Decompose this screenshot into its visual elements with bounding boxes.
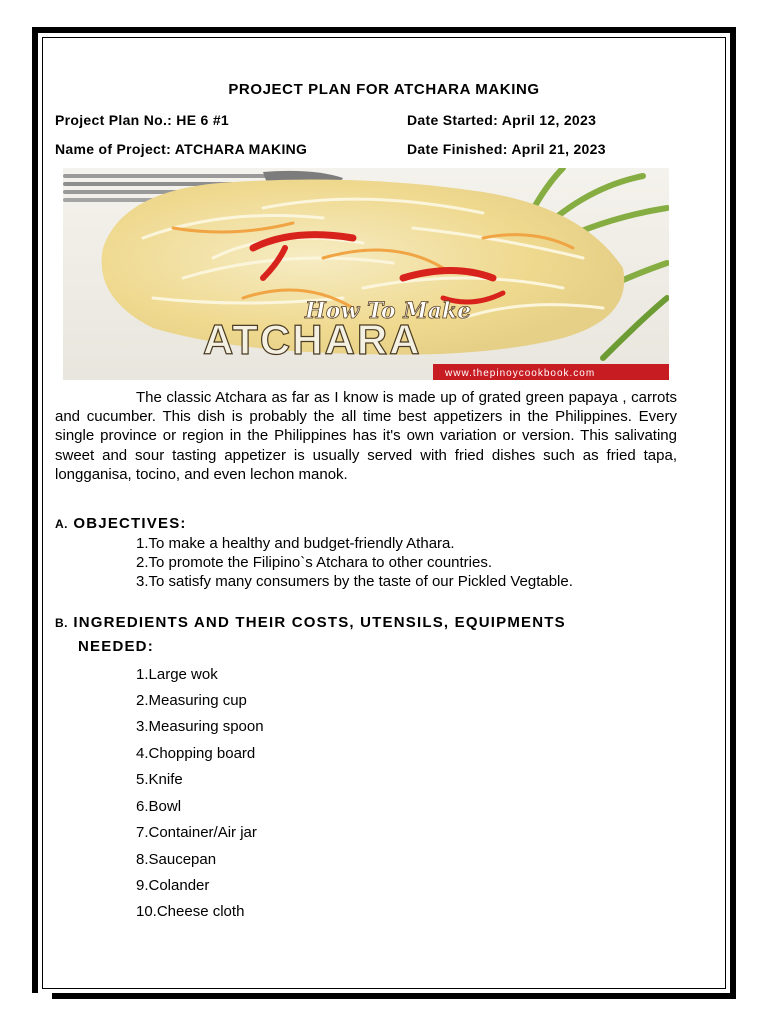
date-finished: Date Finished: April 21, 2023 <box>407 141 606 157</box>
date-started: Date Started: April 12, 2023 <box>407 112 597 128</box>
section-b-title-line2: NEEDED: <box>78 638 154 655</box>
section-a-letter: A. <box>55 517 68 531</box>
section-b-heading <box>55 614 566 631</box>
border-right <box>730 33 736 999</box>
objective-item: 2.To promote the Filipino`s Atchara to other countries. <box>136 554 493 571</box>
document-title: PROJECT PLAN FOR ATCHARA MAKING <box>228 81 540 98</box>
list-item: 5.Knife <box>136 771 183 788</box>
project-plan-no: Project Plan No.: HE 6 #1 <box>55 112 229 128</box>
list-item: 4.Chopping board <box>136 745 256 762</box>
list-item: 7.Container/Air jar <box>136 824 257 841</box>
list-item: 8.Saucepan <box>136 851 217 868</box>
list-item: 3.Measuring spoon <box>136 718 264 735</box>
section-b-title-line1: INGREDIENTS AND THEIR COSTS, UTENSILS, EQUIPMENTS <box>73 614 566 631</box>
border-left <box>32 27 38 993</box>
list-item: 2.Measuring cup <box>136 692 247 709</box>
list-item: 1.Large wok <box>136 666 218 683</box>
intro-text: The classic Atchara as far as I know is made up of grated green papaya , carrots and cucumber. This dish is probably the all time best appetizers in the Philippines. Every single province or region in the Philippines has it's own variation or version. This salivating sweet and sour tasting appetizer is usually served with fried dishes such as fried tapa, longganisa, tocino, and even lechon manok. <box>55 389 677 483</box>
list-item: 6.Bowl <box>136 798 182 815</box>
border-top <box>32 27 736 33</box>
atchara-photo-illustration <box>63 168 669 380</box>
section-a-title: OBJECTIVES: <box>73 515 187 532</box>
project-name: Name of Project: ATCHARA MAKING <box>55 141 308 157</box>
objective-item: 3.To satisfy many consumers by the taste of our Pickled Vegtable. <box>136 573 573 590</box>
photo-caption-main: ATCHARA <box>203 316 422 363</box>
photo-watermark: www.thepinoycookbook.com <box>445 368 596 379</box>
list-item: 9.Colander <box>136 877 210 894</box>
section-b-letter: B. <box>55 616 68 630</box>
section-a-heading <box>55 515 187 532</box>
border-bottom <box>52 993 736 999</box>
atchara-photo <box>63 168 669 380</box>
list-item: 10.Cheese cloth <box>136 903 245 920</box>
intro-paragraph <box>55 388 677 484</box>
photo-caption-script: How To Make <box>305 298 472 324</box>
objective-item: 1.To make a healthy and budget-friendly Athara. <box>136 535 455 552</box>
